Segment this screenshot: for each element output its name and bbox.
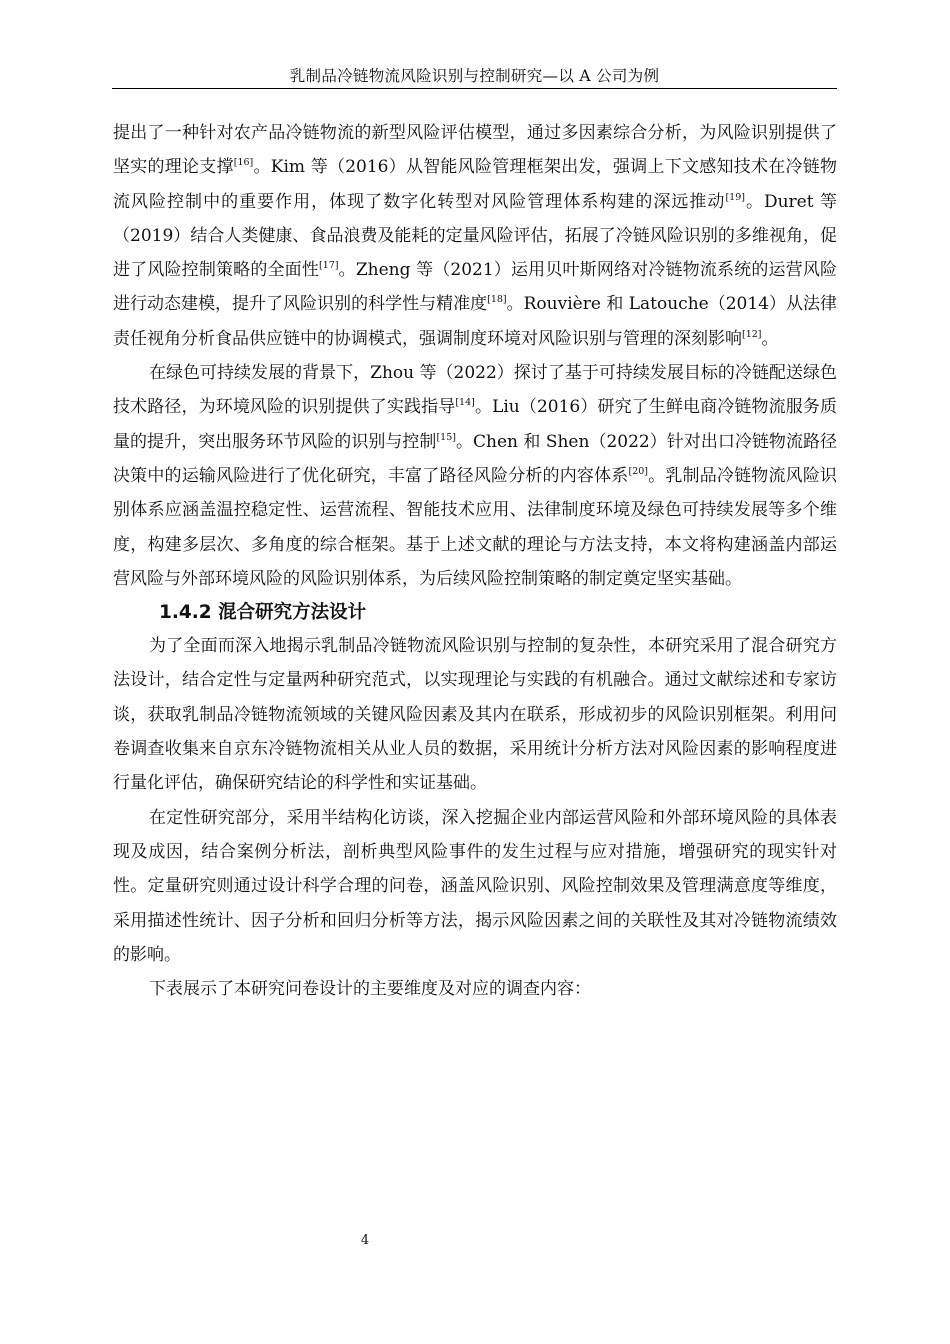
citation-ref: [20] [628,465,648,477]
paragraph-text: 。Chen 和 Shen（2022）针对出口冷链物流路径决策中的运输风险进行了优化研究，丰富了路径风险分析的内容体系 [113,431,838,486]
citation-ref: [12] [742,328,762,340]
page-number: 4 [360,1233,370,1248]
citation-ref: [15] [436,431,456,443]
paragraph-text: 提出了一种针对农产品冷链物流的新型风险评估模型，通过多因素综合分析，为风险识别提供了坚实的理论支撑 [113,123,837,178]
paragraph-text: 。Liu（2016）研究了生鲜电商冷链物流服务质量的提升，突出服务环节风险的识别与控制 [113,397,837,452]
paragraph-text: 。Kim 等（2016）从智能风险管理框架出发，强调上下文感知技术在冷链物流风险控制中的重要作用，体现了数字化转型对风险管理体系构建的深远推动 [113,157,837,212]
paragraph-text: 。乳制品冷链物流风险识别体系应涵盖温控稳定性、运营流程、智能技术应用、法律制度环境及绿色可持续发展等多个维度，构建多层次、多角度的综合框架。基于上述文献的理论与方法支持，本文将构建涵盖内部运营风险与外部环境风险的风险识别体系，为后续风险控制策略的制定奠定坚实基础。 [113,465,838,589]
citation-ref: [17] [319,260,339,272]
paragraph-text: 。Zheng 等（2021）运用贝叶斯网络对冷链物流系统的运营风险进行动态建模，提升了风险识别的科学性与精准度 [113,260,837,315]
section-heading: 1.4.2 混合研究方法设计 [159,602,367,624]
citation-ref: [14] [455,397,475,409]
citation-ref: [16] [233,157,254,169]
citation-ref: [19] [725,191,745,203]
paragraph-text: 。 [761,328,779,349]
paragraph-text: 。Duret 等（2019）结合人类健康、食品浪费及能耗的定量风险评估，拓展了冷链风险识别的多维视角，促进了风险控制策略的全面性 [113,191,837,281]
paragraph-method-2: 在定性研究部分，采用半结构化访谈，深入挖掘企业内部运营风险和外部环境风险的具体表现及成因，结合案例分析法，剖析典型风险事件的发生过程与应对措施，增强研究的现实针对性。定量研究则通过设计科学合理的问卷，涵盖风险识别、风险控制效果及管理满意度等维度，采用描述性统计、因子分析和回归分析等方法，揭示风险因素之间的关联性及其对冷链物流绩效的影响。 [113,807,837,965]
page-body [113,116,837,1006]
citation-ref: [18] [487,294,507,306]
paragraph-literature-1 [113,116,837,356]
header-divider [112,88,837,89]
paragraph-text: 在绿色可持续发展的背景下，Zhou 等（2022）探讨了基于可持续发展目标的冷链配送绿色技术路径，为环境风险的识别提供了实践指导 [113,363,837,418]
paragraph-method-3: 下表展示了本研究问卷设计的主要维度及对应的调查内容： [149,979,591,1000]
paragraph-text: 。Rouvière 和 Latouche（2014）从法律责任视角分析食品供应链中的协调模式，强调制度环境对风险识别与管理的深刻影响 [113,294,837,349]
paragraph-literature-2 [113,356,837,596]
paragraph-method-1: 为了全面而深入地揭示乳制品冷链物流风险识别与控制的复杂性，本研究采用了混合研究方法设计，结合定性与定量两种研究范式，以实现理论与实践的有机融合。通过文献综述和专家访谈，获取乳制品冷链物流领域的关键风险因素及其内在联系，形成初步的风险识别框架。利用问卷调查收集来自京东冷链物流相关从业人员的数据，采用统计分析方法对风险因素的影响程度进行量化评估，确保研究结论的科学性和实证基础。 [113,636,837,794]
running-header: 乳制品冷链物流风险识别与控制研究—以 A 公司为例 [289,67,660,85]
